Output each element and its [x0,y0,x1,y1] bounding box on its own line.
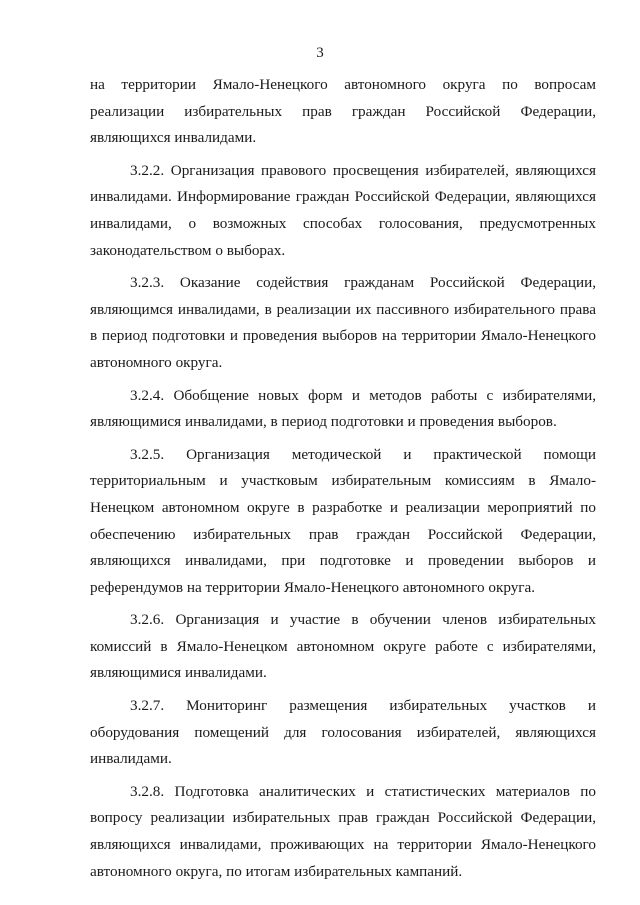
document-body [90,72,596,891]
paragraph-3-2-4: 3.2.4. Обобщение новых форм и методов работы с избирателями, являющимися инвалидами, в период подготовки и проведения выборов. [90,386,596,431]
paragraph-3-2-3: 3.2.3. Оказание содействия гражданам Российской Федерации, являющимся инвалидами, в реализации их пассивного избирательного права в период подготовки и проведения выборов на территории Ямало-Ненецкого автономного округа. [90,274,596,371]
paragraph-3-2-7: 3.2.7. Мониторинг размещения избирательных участков и оборудования помещений для голосования избирателей, являющихся инвалидами. [90,697,596,768]
paragraph-3-2-6: 3.2.6. Организация и участие в обучении членов избирательных комиссий в Ямало-Ненецком автономном округе работе с избирателями, являющимися инвалидами. [90,611,596,682]
paragraph-3-2-5: 3.2.5. Организация методической и практической помощи территориальным и участковым избирательным комиссиям в Ямало-Ненецком автономном округе в разработке и реализации мероприятий по обеспечению избирательных прав граждан Российской Федерации, являющихся инвалидами, при подготовке и проведении выборов и референдумов на территории Ямало-Ненецкого автономного округа. [90,445,596,596]
page-number: 3 [316,45,324,61]
paragraph-3-2-8: 3.2.8. Подготовка аналитических и статистических материалов по вопросу реализации избирательных прав граждан Российской Федерации, являющихся инвалидами, проживающих на территории Ямало-Ненецкого автономного округа, по итогам избирательных кампаний. [90,782,596,880]
paragraph-3-2-2: 3.2.2. Организация правового просвещения избирателей, являющихся инвалидами. Информирование граждан Российской Федерации, являющихся инвалидами, о возможных способах голосования, предусмотренных законодательством о выборах. [90,161,596,259]
paragraph-continuation: на территории Ямало-Ненецкого автономного округа по вопросам реализации избирательных прав граждан Российской Федерации, являющихся инвалидами. [90,76,596,147]
